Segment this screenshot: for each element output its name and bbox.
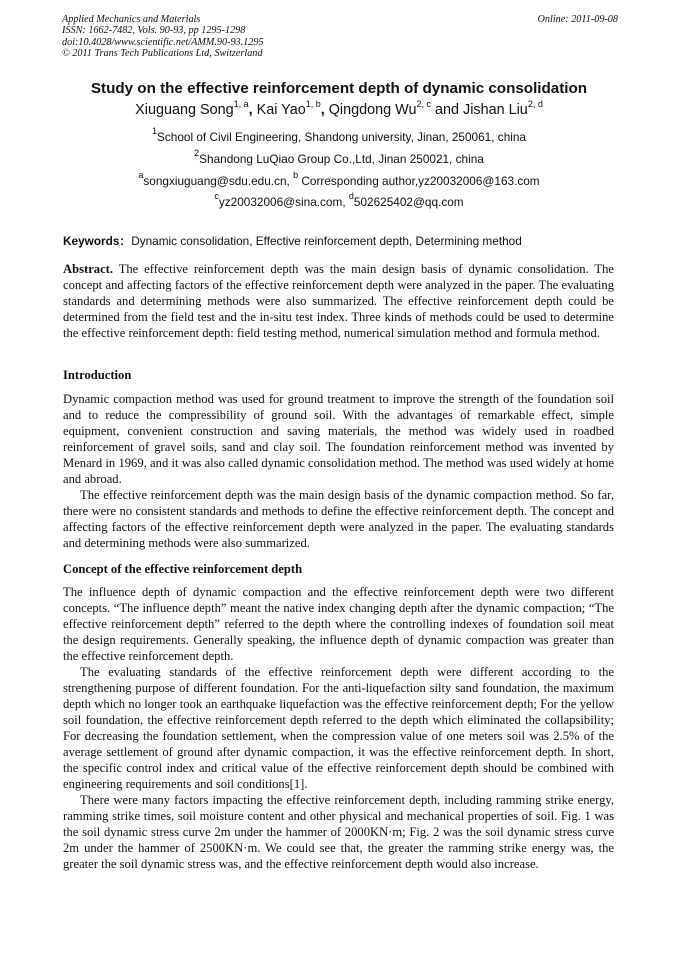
doi-line: doi:10.4028/www.scientific.net/AMM.90-93.1295 bbox=[62, 36, 264, 48]
email-link[interactable]: yz20032006@sina.com, bbox=[218, 195, 349, 209]
paragraph: Dynamic compaction method was used for ground treatment to improve the strength of the foundation soil and to reduce the compressibility of ground soil. With the advantages of remarkable effect, simple equipment, convenient construction and saving materials, the method was widely used in roadbed reinforcement of gravel soils, sand and clay soil. The foundation reinforcement method was invented by Menard in 1969, and it was also called dynamic consolidation method. The method was used widely at home and abroad. bbox=[63, 392, 614, 486]
concept-body bbox=[63, 584, 614, 872]
author-sup: 1, a bbox=[233, 99, 249, 109]
keywords-text: Dynamic consolidation, Effective reinforcement depth, Determining method bbox=[131, 234, 522, 248]
paragraph: The effective reinforcement depth was the main design basis of the dynamic compaction method. So far, there were no consistent standards and methods to define the effective reinforcement depth. The concept and affecting factors of the effective reinforcement depth were analyzed in the paper. The evaluating standards and determining methods were also summarized. bbox=[63, 488, 614, 550]
email-link[interactable]: 502625402@qq.com bbox=[353, 195, 464, 209]
section-heading-concept: Concept of the effective reinforcement depth bbox=[63, 562, 303, 576]
paragraph: There were many factors impacting the effective reinforcement depth, including ramming strike energy, ramming strike times, soil moisture content and other physical and mechanical properties of soil. Fig. 1 was the soil dynamic stress curve 2m under the hammer of 2000KN·m; Fig. 2 was the soil dynamic stress curve 2m under the hammer of 2500KN·m. We could see that, the greater the ramming strike energy was, the greater the soil dynamic stress was, and the effective reinforcement depth would also increase. bbox=[63, 793, 614, 871]
issn-line: ISSN: 1662-7482, Vols. 90-93, pp 1295-1298 bbox=[62, 25, 246, 37]
paper-title: Study on the effective reinforcement depth of dynamic consolidation bbox=[90, 80, 588, 97]
email-line-1: $^a$songxiuguang@sdu.edu.cn, $^b$ Corresponding author,yz20032006@163.com bbox=[138, 170, 540, 188]
affiliation-1: $^1$School of Civil Engineering, Shandong university, Jinan, 250061, china bbox=[151, 126, 526, 144]
author-name: Kai Yao bbox=[256, 102, 306, 118]
author-name: Xiuguang Song bbox=[135, 102, 234, 118]
journal-name: Applied Mechanics and Materials bbox=[62, 14, 201, 25]
email-link[interactable]: songxiuguang@sdu.edu.cn, bbox=[143, 174, 294, 188]
abstract bbox=[63, 261, 614, 341]
affiliation-2: $^2$Shandong LuQiao Group Co.,Ltd, Jinan 250021, china bbox=[194, 148, 484, 166]
copyright-line: © 2011 Trans Tech Publications Ltd, Switzerland bbox=[62, 48, 263, 60]
introduction-body bbox=[63, 391, 614, 551]
author-sup: 1, b bbox=[305, 99, 321, 109]
abstract-text: The effective reinforcement depth was the main design basis of dynamic consolidation. The concept and affecting factors of the effective reinforcement depth were analyzed in the paper. The evaluating standards and determining methods were also summarized. The effective reinforcement depth could be determined from the field test and the in-situ test index. Three kinds of methods could be used to determine the effective reinforcement depth: field testing method, numerical simulation method and formula method. bbox=[63, 262, 614, 340]
online-date: Online: 2011-09-08 bbox=[537, 14, 618, 25]
author-sup: 2, c bbox=[416, 99, 431, 109]
author-list: Xiuguang Song$^{1, a}$, Kai Yao$^{1, b}$, Qingdong Wu$^{2, c}$ and Jishan Liu$^{2, d}$ bbox=[135, 99, 543, 118]
journal-header bbox=[62, 14, 618, 60]
author-sup: 2, d bbox=[527, 99, 543, 109]
author-name: Jishan Liu bbox=[463, 102, 528, 118]
paragraph: The evaluating standards of the effective reinforcement depth were different according to the strengthening purpose of different foundation. For the anti-liquefaction silty sand foundation, the maximum depth which no longer took an earthquake liquefaction was the effective reinforcement depth; For the yellow soil foundation, the effective reinforcement depth referred to the depth which eliminated the collapsibility; For decreasing the foundation settlement, when the compression value of one meters soil was 2.5% of the average settlement of ground after dynamic compaction, it was the effective reinforcement depth. In short, the specific control index and critical value of the effective reinforcement depth should be combined with engineering requirements and soil conditions[1]. bbox=[63, 665, 614, 791]
paragraph: The influence depth of dynamic compaction and the effective reinforcement depth were two different concepts. “The influence depth” meant the native index changing depth after the dynamic compaction; “The effective reinforcement depth” referred to the depth where the controlling indexes of foundation soil meat the design requirements. Generally speaking, the influence depth of dynamic compaction was greater than the effective reinforcement depth. bbox=[63, 585, 614, 663]
section-heading-introduction: Introduction bbox=[63, 368, 132, 382]
abstract-label: Abstract. bbox=[63, 262, 114, 276]
email-link[interactable]: Corresponding author,yz20032006@163.com bbox=[298, 174, 540, 188]
author-name: Qingdong Wu bbox=[328, 102, 417, 118]
keywords-label: Keywords： bbox=[63, 234, 132, 248]
keywords bbox=[63, 232, 623, 249]
email-line-2: $^c$yz20032006@sina.com, $^d$502625402@qq.com bbox=[214, 191, 464, 209]
